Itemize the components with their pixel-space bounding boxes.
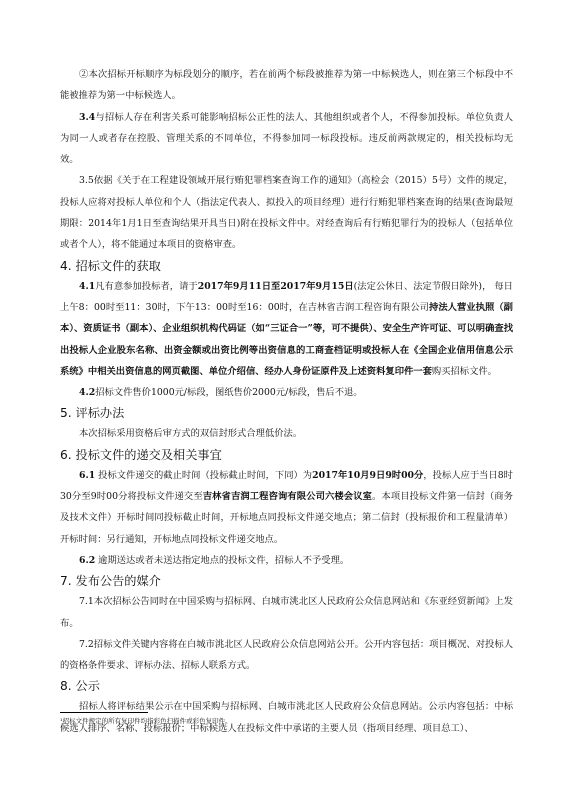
paragraph-6-1 xyxy=(60,465,513,550)
clause-number: 4.1 xyxy=(79,280,96,292)
deadline-time: 2017年10月9日9时00分 xyxy=(312,469,424,481)
clause-number: 4.2 xyxy=(79,387,96,399)
paragraph-text: 逾期送达或者未送达指定地点的投标文件，招标人不予受理。 xyxy=(95,554,350,566)
section-heading-6: 6. 投标文件的递交及相关事宜 xyxy=(60,447,222,462)
paragraph-text: ，投标人应于当日8时30分至9时00分将投标文件递交至 xyxy=(60,469,513,503)
section-heading-8: 8. 公示 xyxy=(60,679,100,694)
required-documents: 持法人营业执照（副本）、资质证书（副本）、企业组织机构代码证（如“三证合一”等，可不提供）、安全生产许可证、可以明确查找出投标人企业股东名称、出资金额或出资比例等出资信息的工商查档证明或投标人在《全国企业信用信息公示系统》中相关出资信息的网页截图、单位介绍信、经办人身份证原件及上述资料复印件一套 xyxy=(60,301,513,377)
paragraph-3-5: 3.5依据《关于在工程建设领域开展行贿犯罪档案查询工作的通知》（高检会（2015）5号）文件的规定，投标人应将对投标人单位和个人（指法定代表人、拟投入的项目经理）进行行贿犯罪档案查询的结果(查询最短期限：2014年1月1日至查询结果开具当日)附在投标文件中。对经查询后有行贿犯罪行为的投标人（包括单位或者个人），将不能通过本项目的资格审查。 xyxy=(60,175,513,251)
paragraph-evaluation: 本次招标采用资格后审方式的双信封形式合理低价法。 xyxy=(79,428,303,440)
paragraph-6-2 xyxy=(60,550,513,571)
paragraph-text: 购买招标文件。 xyxy=(431,365,497,377)
paragraph-text: 与招标人存在利害关系可能影响招标公正性的法人、其他组织或者个人，不得参加投标。单位负责人为同一人或者存在控股、管理关系的不同单位，不得参加同一标段投标。违反前两款规定的，相关投标均无效。 xyxy=(60,111,513,166)
paragraph-bid-order: ②本次招标开标顺序为标段划分的顺序，若在前两个标段被推荐为第一中标候选人，则在第三个标段中不能被推荐为第一中标候选人。 xyxy=(60,69,513,102)
footnote: ¹招标文件规定的所有复印件均指彩色扫描件或彩色复印件。 xyxy=(60,717,232,725)
paragraph-text: 投标文件递交的截止时间（投标截止时间，下同）为 xyxy=(95,469,313,481)
clause-number: 3.4 xyxy=(79,111,96,123)
paragraph-7-2: 7.2招标文件关键内容将在白城市洮北区人民政府公众信息网站公开。公开内容包括：项目概况、对投标人的资格条件要求、评标办法、招标人联系方式。 xyxy=(60,638,513,672)
section-heading-4: 4. 招标文件的获取 xyxy=(60,258,161,273)
paragraph-text: 招标文件售价1000元/标段，图纸售价2000元/标段，售后不退。 xyxy=(95,387,363,399)
paragraph-publicity: 招标人将评标结果公示在中国采购与招标网、白城市洮北区人民政府公众信息网站。公示内容包括：中标候选人排序、名称、投标报价；中标候选人在投标文件中承诺的主要人员（指项目经理、项目总工）、 xyxy=(60,701,513,734)
clause-number: 6.2 xyxy=(79,554,96,566)
paragraph-4-1 xyxy=(60,276,513,382)
section-heading-7: 7. 发布公告的媒介 xyxy=(60,574,161,589)
paragraph-3-4 xyxy=(60,107,513,171)
sale-dates: 2017年9月11日至2017年9月15日 xyxy=(197,280,354,292)
footnote-divider xyxy=(60,712,148,713)
document-body xyxy=(60,64,513,739)
paragraph-4-2 xyxy=(60,382,513,403)
submission-place: 吉林省吉润工程咨询有限公司六楼会议室 xyxy=(202,491,373,503)
section-heading-5: 5. 评标办法 xyxy=(60,406,125,421)
paragraph-text: 。本项目投标文件第一信封（商务及技术文件）开标时间同投标截止时间，开标地点同投标文件递交地点；第二信封（投标报价和工程量清单）开标时间：另行通知，开标地点同投标文件递交地点。 xyxy=(60,491,513,545)
paragraph-7-1: 7.1本次招标公告同时在中国采购与招标网、白城市洮北区人民政府公众信息网站和《东亚经贸新闻》上发布。 xyxy=(60,596,513,629)
clause-number: 6.1 xyxy=(79,469,96,481)
paragraph-text: (法定公休日、法定节假日除外)， 每日上午8：00时至11：30时，下午13：00时至16：00时，在吉林省吉润工程咨询有限公司 xyxy=(60,280,513,313)
paragraph-text: 凡有意参加投标者，请于 xyxy=(95,280,198,292)
